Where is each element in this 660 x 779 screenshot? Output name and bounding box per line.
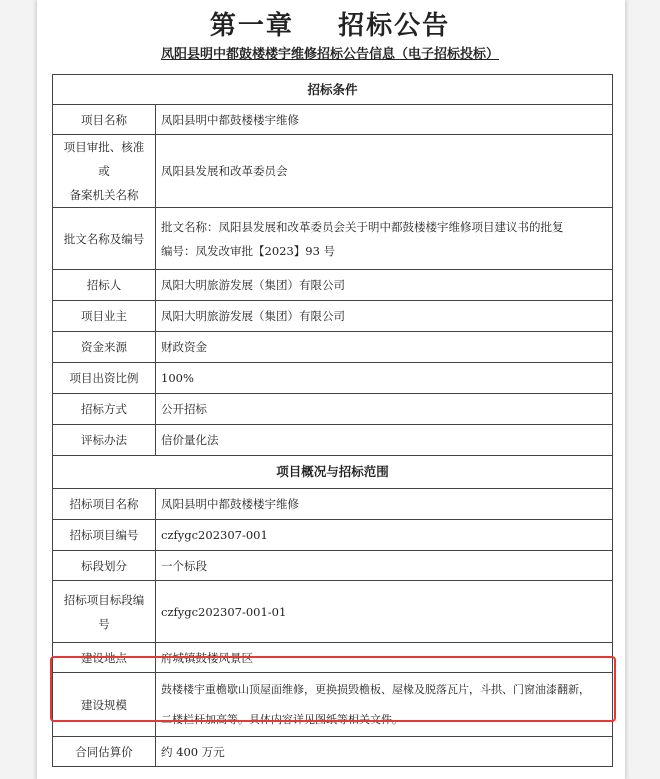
label-project-name: 项目名称	[53, 105, 156, 135]
table-row	[53, 301, 613, 332]
label-lot-no-line1: 招标项目标段编	[63, 592, 145, 607]
section-heading-overview: 项目概况与招标范围	[53, 456, 613, 489]
table-row	[53, 643, 613, 673]
value-scale	[156, 673, 613, 737]
table-row	[53, 135, 613, 208]
value-location: 府城镇鼓楼风景区	[156, 643, 613, 673]
label-method: 招标方式	[53, 394, 156, 425]
label-tender-project-no: 招标项目编号	[53, 520, 156, 551]
label-lot-no	[53, 581, 156, 643]
chapter-title: 第一章 招标公告	[209, 11, 451, 41]
value-tenderer: 凤阳大明旅游发展（集团）有限公司	[156, 270, 613, 301]
label-approval-authority-line1: 项目审批、核准或	[63, 140, 145, 178]
value-tender-project-no: czfygc202307-001	[156, 520, 613, 551]
label-lot-no-line2: 号	[98, 616, 110, 631]
label-tenderer: 招标人	[53, 270, 156, 301]
right-gutter	[625, 0, 660, 779]
value-scale-line1: 鼓楼楼宇重檐歇山顶屋面维修，更换损毁檐板、屋椽及脱落瓦片，斗拱、门窗油漆翻新，	[161, 682, 590, 696]
value-lot-no: czfygc202307-001-01	[156, 581, 613, 643]
tender-info-table	[52, 74, 613, 767]
value-funding: 财政资金	[156, 332, 613, 363]
label-approval-doc: 批文名称及编号	[53, 208, 156, 270]
label-tender-project-name: 招标项目名称	[53, 489, 156, 520]
section-row-conditions	[53, 75, 613, 105]
table-row	[53, 363, 613, 394]
label-contract-estimate: 合同估算价	[53, 737, 156, 767]
table-row	[53, 208, 613, 270]
label-funding: 资金来源	[53, 332, 156, 363]
table-row	[53, 270, 613, 301]
label-evaluation: 评标办法	[53, 425, 156, 456]
table-row	[53, 520, 613, 551]
label-owner: 项目业主	[53, 301, 156, 332]
value-owner: 凤阳大明旅游发展（集团）有限公司	[156, 301, 613, 332]
label-approval-authority	[53, 135, 156, 208]
value-approval-doc-line2: 编号：凤发改审批【2023】93 号	[161, 243, 336, 258]
value-scale-line2: 二楼栏杆加高等。具体内容详见图纸等相关文件。	[161, 712, 403, 726]
value-lot-division: 一个标段	[156, 551, 613, 581]
label-funding-ratio: 项目出资比例	[53, 363, 156, 394]
value-approval-doc-line1: 批文名称：凤阳县发展和改革委员会关于明中都鼓楼楼宇维修项目建议书的批复	[161, 219, 564, 234]
value-funding-ratio: 100%	[156, 363, 613, 394]
table-row	[53, 105, 613, 135]
table-row	[53, 394, 613, 425]
table-row	[53, 581, 613, 643]
value-project-name: 凤阳县明中都鼓楼楼宇维修	[156, 105, 613, 135]
value-approval-doc	[156, 208, 613, 270]
value-contract-estimate: 约 400 万元	[156, 737, 613, 767]
value-approval-authority: 凤阳县发展和改革委员会	[156, 135, 613, 208]
label-scale: 建设规模	[53, 673, 156, 737]
document-subtitle: 凤阳县明中都鼓楼楼宇维修招标公告信息（电子招标投标）	[160, 47, 499, 62]
label-approval-authority-line2: 备案机关名称	[69, 188, 139, 202]
label-lot-division: 标段划分	[53, 551, 156, 581]
table-row	[53, 425, 613, 456]
table-row	[53, 737, 613, 767]
value-tender-project-name: 凤阳县明中都鼓楼楼宇维修	[156, 489, 613, 520]
section-heading-conditions: 招标条件	[53, 75, 613, 105]
label-location: 建设地点	[53, 643, 156, 673]
value-evaluation: 信价量化法	[156, 425, 613, 456]
value-method: 公开招标	[156, 394, 613, 425]
section-row-overview	[53, 456, 613, 489]
table-row	[53, 489, 613, 520]
left-gutter	[0, 0, 37, 779]
table-row	[53, 551, 613, 581]
table-row	[53, 673, 613, 737]
table-row	[53, 332, 613, 363]
